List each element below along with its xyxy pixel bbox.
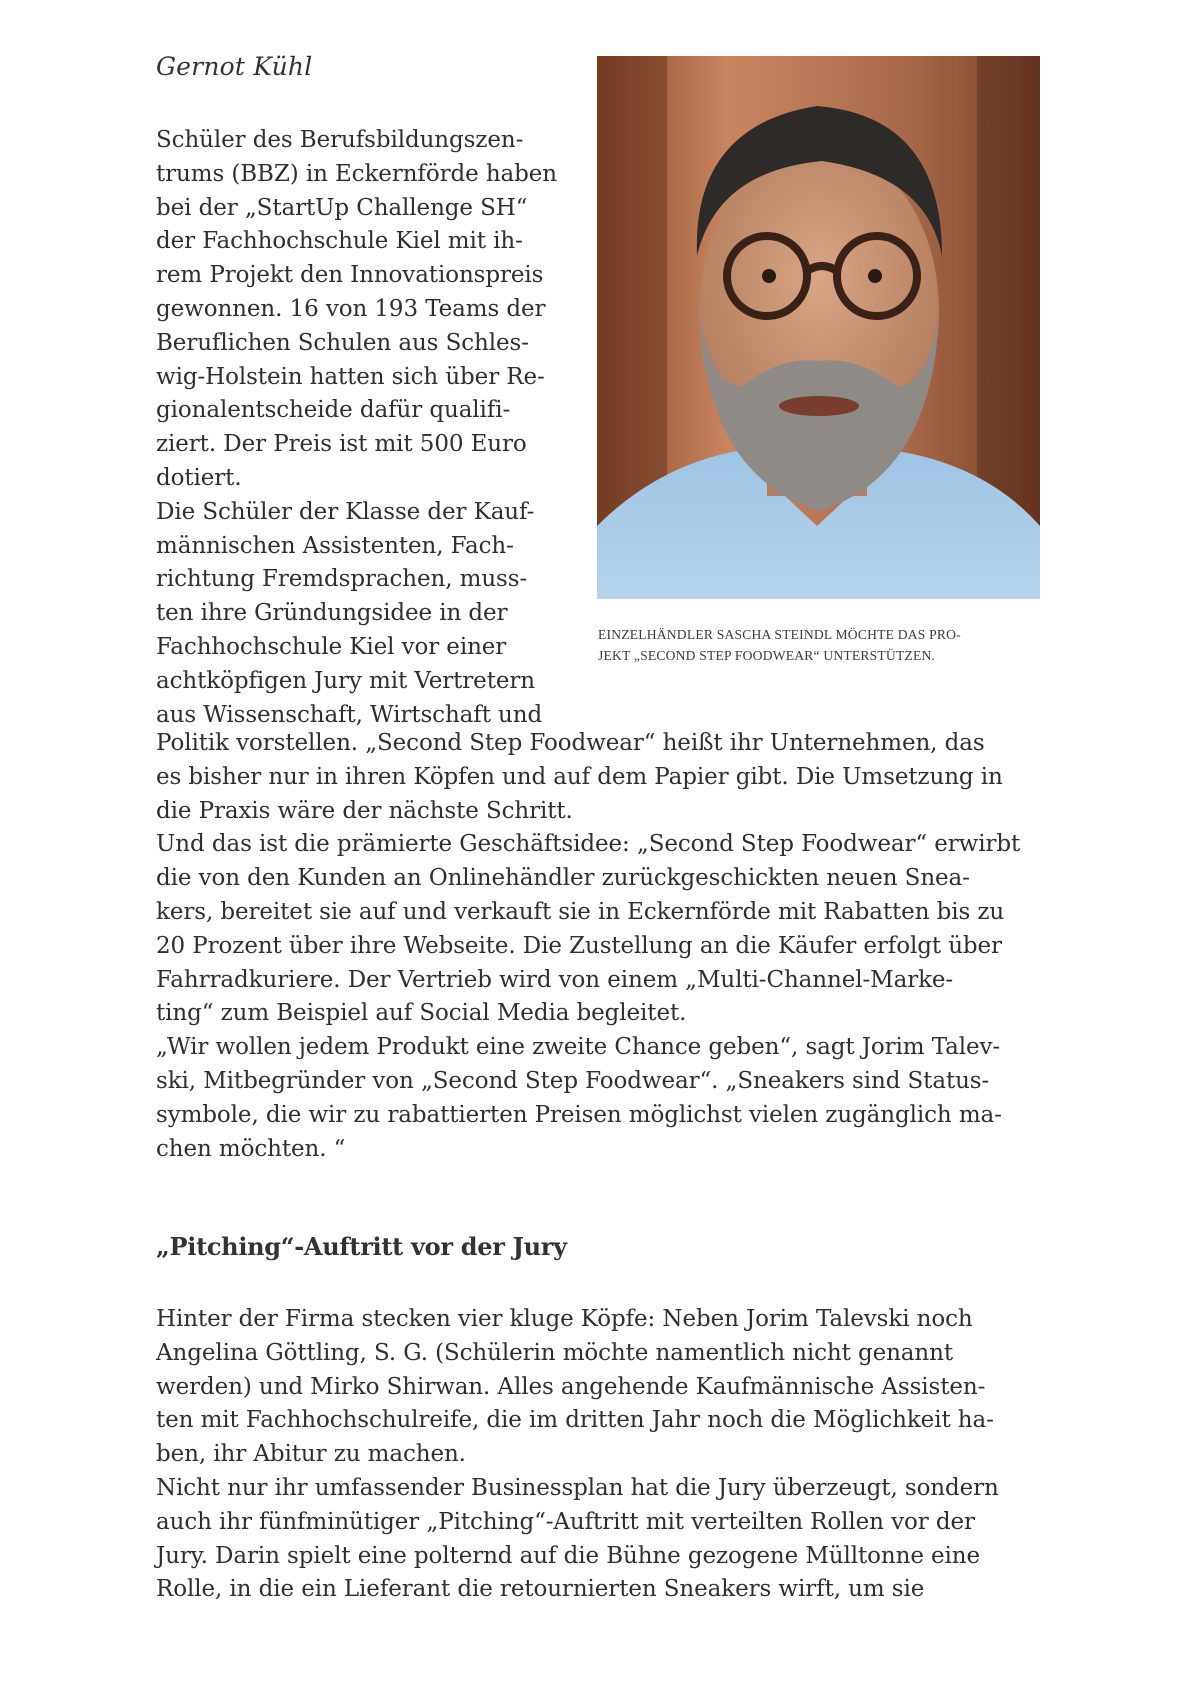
text-line: Beruflichen Schulen aus Schles- [156, 329, 529, 356]
text-line: der Fachhochschule Kiel mit ih- [156, 228, 523, 255]
text-line: ten mit Fachhochschulreife, die im dritten Jahr noch die Möglichkeit ha- [156, 1407, 994, 1434]
text-line: die Praxis wäre der nächste Schritt. [156, 797, 573, 824]
text-line: ski, Mitbegründer von „Second Step Foodwear“. „Sneakers sind Status- [156, 1067, 990, 1094]
text-line: Die Schüler der Klasse der Kauf- [156, 498, 535, 525]
intro-text-wide [156, 727, 1020, 1166]
text-line: männischen Assistenten, Fach- [156, 532, 514, 559]
caption-line: JEKT „SECOND STEP FOODWEAR“ UNTERSTÜTZEN. [598, 648, 936, 663]
text-line: Fachhochschule Kiel vor einer [156, 633, 507, 660]
text-line: ting“ zum Beispiel auf Social Media begleitet. [156, 1000, 687, 1027]
text-line: Hinter der Firma stecken vier kluge Köpfe: Neben Jorim Talevski noch [156, 1306, 973, 1332]
text-line: auch ihr fünfminütiger „Pitching“-Auftritt mit verteilten Rollen vor der [156, 1508, 975, 1535]
text-line: bei der „StartUp Challenge SH“ [156, 194, 528, 221]
text-line: ben, ihr Abitur zu machen. [156, 1441, 466, 1468]
intro-text-narrow [156, 124, 557, 732]
text-line: symbole, die wir zu rabattierten Preisen möglichst vielen zugänglich ma- [156, 1101, 1002, 1128]
section-heading: „Pitching“-Auftritt vor der Jury [156, 1232, 567, 1261]
text-line: „Wir wollen jedem Produkt eine zweite Chance geben“, sagt Jorim Talev- [156, 1034, 1001, 1061]
section2-text [156, 1303, 999, 1607]
text-line: Nicht nur ihr umfassender Businessplan hat die Jury überzeugt, sondern [156, 1474, 999, 1501]
author-byline: Gernot Kühl [156, 52, 313, 81]
text-line: Jury. Darin spielt eine polternd auf die Bühne gezogene Mülltonne eine [156, 1542, 981, 1569]
portrait-photo [597, 56, 1040, 599]
text-line: ten ihre Gründungsidee in der [156, 600, 508, 627]
text-line: achtköpfigen Jury mit Vertretern [156, 667, 535, 694]
text-line: Und das ist die prämierte Geschäftsidee: „Second Step Foodwear“ erwirbt [156, 831, 1021, 858]
text-line: es bisher nur in ihren Köpfen und auf dem Papier gibt. Die Umsetzung in [156, 763, 1003, 790]
text-line: rem Projekt den Innovationspreis [156, 262, 544, 289]
text-line: Rolle, in die ein Lieferant die retournierten Sneakers wirft, um sie [156, 1576, 925, 1603]
text-line: kers, bereitet sie auf und verkauft sie in Eckernförde mit Rabatten bis zu [156, 898, 1005, 925]
text-line: richtung Fremdsprachen, muss- [156, 566, 528, 593]
text-line: aus Wissenschaft, Wirtschaft und [156, 701, 543, 728]
text-line: gewonnen. 16 von 193 Teams der [156, 295, 546, 322]
text-line: dotiert. [156, 464, 242, 491]
text-line: chen möchten. “ [156, 1135, 346, 1162]
photo-caption [598, 624, 961, 666]
text-line: 20 Prozent über ihre Webseite. Die Zustellung an die Käufer erfolgt über [156, 932, 1002, 959]
text-line: Schüler des Berufsbildungszen- [156, 127, 524, 153]
text-line: wig-Holstein hatten sich über Re- [156, 363, 545, 390]
caption-line: EINZELHÄNDLER SASCHA STEINDL MÖCHTE DAS PRO- [598, 627, 961, 642]
text-line: gionalentscheide dafür qualifi- [156, 397, 511, 424]
text-line: die von den Kunden an Onlinehändler zurückgeschickten neuen Snea- [156, 865, 970, 892]
text-line: Fahrradkuriere. Der Vertrieb wird von einem „Multi-Channel-Marke- [156, 966, 954, 993]
text-line: Angelina Göttling, S. G. (Schülerin möchte namentlich nicht genannt [156, 1339, 953, 1366]
text-line: Politik vorstellen. „Second Step Foodwear“ heißt ihr Unternehmen, das [156, 730, 985, 756]
text-line: ziert. Der Preis ist mit 500 Euro [156, 431, 527, 458]
text-line: werden) und Mirko Shirwan. Alles angehende Kaufmännische Assisten- [156, 1373, 986, 1400]
text-line: trums (BBZ) in Eckernförde haben [156, 160, 557, 187]
